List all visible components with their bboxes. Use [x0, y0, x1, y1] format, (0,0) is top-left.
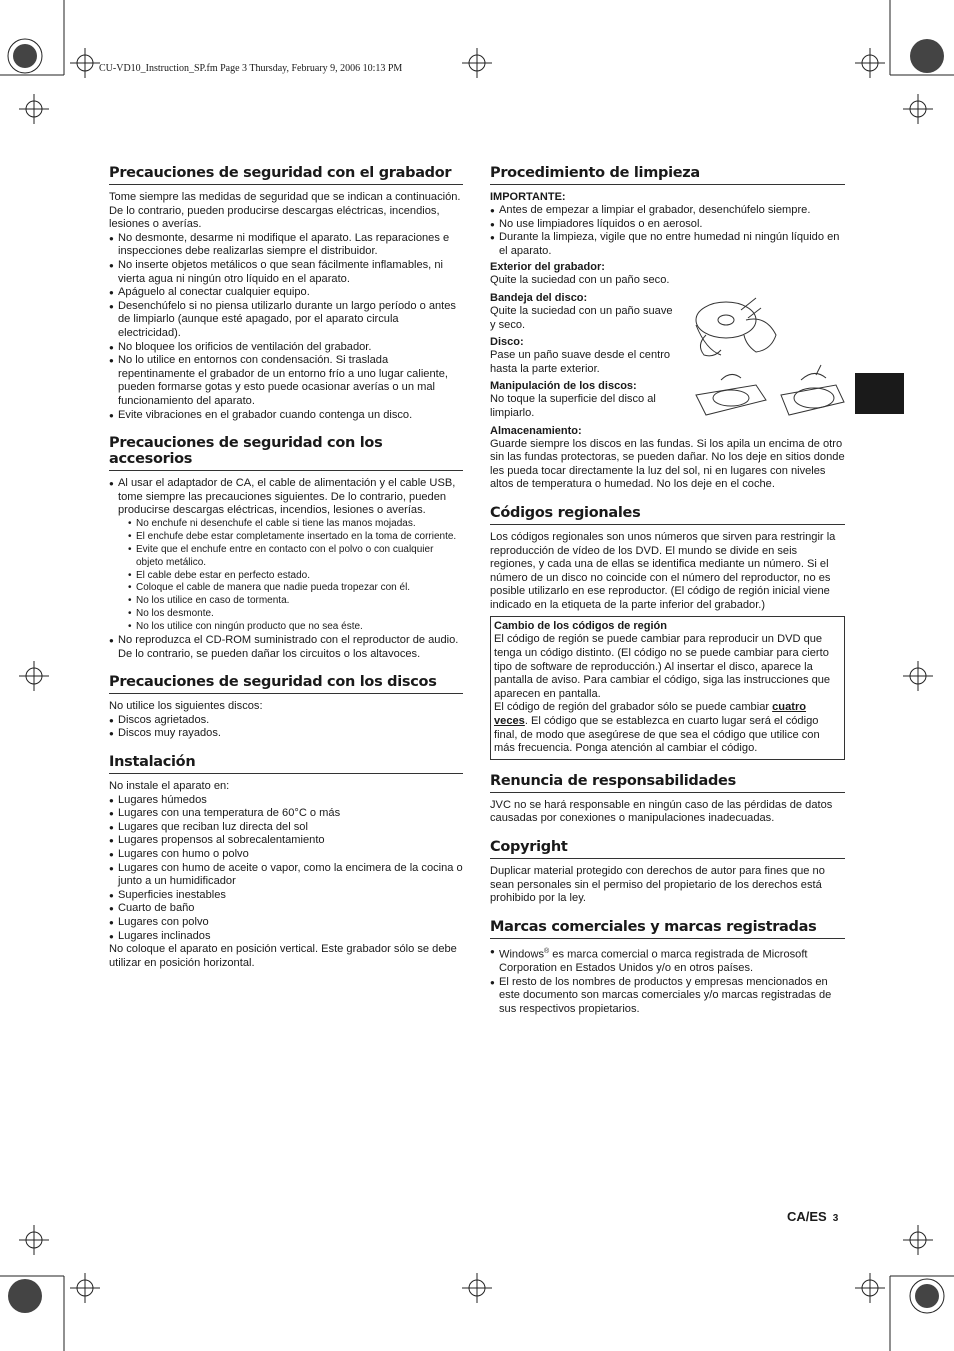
bullet-list	[109, 714, 463, 741]
box-text-part: . El código que se establezca en cuarto lugar será el código final, de modo que asegúrese de que sea el código que utilice con más frecuencia. Ponga atención al cambiar el código.	[494, 715, 820, 755]
section-intro: Tome siempre las medidas de seguridad que se indican a continuación. De lo contrario, pueden producirse descargas eléctricas, incendios, lesiones o averías.	[109, 191, 461, 231]
sub-list	[127, 518, 463, 634]
list-item-text: Al usar el adaptador de CA, el cable de alimentación y el cable USB, tome siempre las precauciones siguientes. De lo contrario, pueden producirse descargas eléctricas, incendios, lesiones o averías.	[118, 477, 456, 517]
section-title: Copyright	[490, 839, 845, 859]
emphasis-four-times: cuatro veces	[494, 701, 807, 728]
sub-list-item: • No los utilice en caso de tormenta.	[127, 595, 463, 608]
sub-list-item: • No enchufe ni desenchufe el cable si tiene las manos mojadas.	[127, 518, 463, 531]
section-title: Precauciones de seguridad con el grabador	[109, 165, 463, 185]
section-recorder-safety	[109, 165, 463, 422]
list-item: ● Superficies inestables	[109, 889, 463, 903]
section-title: Instalación	[109, 754, 463, 774]
list-item: ● Lugares que reciban luz directa del sol	[109, 821, 463, 835]
bullet-list	[109, 794, 463, 944]
sub-list-item: • El enchufe debe estar completamente insertado en la toma de corriente.	[127, 531, 463, 544]
registered-mark: ®	[544, 947, 550, 955]
list-item: ● Lugares inclinados	[109, 930, 463, 944]
list-item	[490, 945, 845, 976]
storage-text: Guarde siempre los discos en las fundas. Si los apila un encima de otro sin las fundas protectoras, se pueden dañar. No los deje en sitios donde les pueda tocar directamente la luz del sol, ni en lugares con niveles altos de temperatura o humedad. No los deje en el coche.	[490, 437, 845, 491]
list-item: ● Lugares con humo o polvo	[109, 848, 463, 862]
list-item: ● Lugares propensos al sobrecalentamiento	[109, 834, 463, 848]
list-item	[109, 477, 463, 634]
section-title: Precauciones de seguridad con los discos	[109, 674, 463, 694]
block-label: Bandeja del disco:	[490, 291, 588, 304]
section-title: Procedimiento de limpieza	[490, 165, 845, 185]
section-text: Los códigos regionales son unos números que sirven para restringir la reproducción de vídeo de los DVD. El mundo se divide en seis regiones, y cada una de ellas se identifica mediante un número. Si el número de un disco no coincide con el número del reproductor, no es posible utilizarlo en ese reproductor. (El código de región inicial viene indicado en la etiqueta de la parte inferior del grabador.)	[490, 530, 836, 611]
language-code: CA/ES	[787, 1209, 827, 1224]
storage-label: Almacenamiento:	[490, 424, 582, 437]
block-text: Quite la suciedad con un paño seco.	[490, 274, 670, 287]
section-accessories-safety	[109, 435, 463, 661]
list-item: ● Cuarto de baño	[109, 902, 463, 916]
list-item: ● Desenchúfelo si no piensa utilizarlo durante un largo período o antes de limpiarlo (aunque esté apagado, por el aparato circula electricidad).	[109, 300, 463, 341]
sub-list-item: • El cable debe estar en perfecto estado.	[127, 570, 463, 583]
block-text: Pase un paño suave desde el centro hasta la parte exterior.	[490, 349, 671, 375]
section-copyright	[490, 839, 845, 906]
file-header: CU-VD10_Instruction_SP.fm Page 3 Thursday, February 9, 2006 10:13 PM	[99, 63, 403, 74]
list-item: ● Lugares húmedos	[109, 794, 463, 808]
list-item: ● Evite vibraciones en el grabador cuando contenga un disco.	[109, 409, 463, 423]
block-label: Exterior del grabador:	[490, 261, 605, 274]
list-item: ● No desmonte, desarme ni modifique el aparato. Las reparaciones e inspecciones debe realizarlas siempre el distribuidor.	[109, 232, 463, 259]
sub-list-item: • Coloque el cable de manera que nadie pueda tropezar con él.	[127, 582, 463, 595]
cleaning-handling	[490, 380, 675, 420]
section-region-codes	[490, 505, 845, 760]
section-title: Códigos regionales	[490, 505, 845, 525]
page-footer	[787, 1209, 838, 1224]
section-title: Renuncia de responsabilidades	[490, 773, 845, 793]
bullet-list	[490, 204, 845, 258]
bullet-list	[109, 477, 463, 661]
list-item: ● No inserte objetos metálicos o que sean fácilmente inflamables, ni vierta agua ni ningún otro líquido en el aparato.	[109, 259, 463, 286]
section-trademarks	[490, 919, 845, 1017]
cleaning-disc	[490, 336, 675, 376]
list-item: ● Antes de empezar a limpiar el grabador, desenchúfelo siempre.	[490, 204, 845, 218]
list-item: ● No use limpiadores líquidos o en aerosol.	[490, 218, 845, 232]
left-column	[109, 165, 463, 983]
list-item: ● Discos muy rayados.	[109, 727, 463, 741]
section-text: JVC no se hará responsable en ningún caso de las pérdidas de datos causadas por conexiones o manipulaciones inadecuadas.	[490, 798, 833, 825]
cleaning-illustration	[686, 290, 846, 435]
sub-list-item: • No los desmonte.	[127, 608, 463, 621]
cleaning-tray	[490, 292, 675, 332]
sub-list-item: • No los utilice con ningún producto que no sea éste.	[127, 621, 463, 634]
section-text: Duplicar material protegido con derechos de autor para fines que no sean personales sin el permiso del propietario de los derechos está prohibido por la ley.	[490, 865, 825, 905]
region-change-box	[490, 616, 845, 759]
page-number: 3	[832, 1213, 839, 1224]
box-text-part: El código de región del grabador sólo se puede cambiar	[494, 701, 773, 714]
list-item: ● Discos agrietados.	[109, 714, 463, 728]
list-item: ● No reproduzca el CD-ROM suministrado con el reproductor de audio. De lo contrario, se pueden dañar los circuitos o los altavoces.	[109, 634, 463, 661]
bullet-list	[490, 945, 845, 1017]
cleaning-exterior	[490, 261, 675, 288]
section-installation	[109, 754, 463, 970]
list-item: ● No lo utilice en entornos con condensación. Si traslada repentinamente el grabador de un entorno frío a uno lugar caliente, pueden formarse gotas y esto puede ocasionar averías o un mal funcionamiento del aparato.	[109, 354, 463, 408]
section-tab	[855, 373, 904, 414]
list-item: ● No bloquee los orificios de ventilación del grabador.	[109, 341, 463, 355]
box-text-2	[494, 701, 840, 755]
important-label: IMPORTANTE:	[490, 191, 566, 203]
section-title: Precauciones de seguridad con los accesorios	[109, 435, 463, 471]
block-label: Disco:	[490, 336, 524, 349]
section-note: No coloque el aparato en posición vertical. Este grabador sólo se debe utilizar en posición horizontal.	[109, 943, 457, 969]
box-text: El código de región se puede cambiar para reproducir un DVD que tenga un código distinto. (El código no se puede cambiar para cierto tipo de software de reproducción.) Al insertar el disco, aparece la pantalla de aviso. Para cambiar el código, siga las instrucciones que aparecen en pantalla.	[494, 633, 831, 700]
box-title: Cambio de los códigos de región	[494, 620, 667, 633]
block-text: No toque la superficie del disco al limpiarlo.	[490, 393, 656, 419]
section-intro: No instale el aparato en:	[109, 780, 230, 792]
section-disclaimer	[490, 773, 845, 826]
list-item: ● El resto de los nombres de productos y empresas mencionados en este documento son marcas comerciales y/o marcas registradas de sus respectivos propietarios.	[490, 976, 845, 1017]
block-text: Quite la suciedad con un paño suave y seco.	[490, 304, 673, 331]
section-intro: No utilice los siguientes discos:	[109, 700, 263, 713]
list-item: ● Apáguelo al conectar cualquier equipo.	[109, 286, 463, 300]
list-item: ● Lugares con humo de aceite o vapor, como la encimera de la cocina o junto a un humidificador	[109, 862, 463, 889]
section-disc-safety	[109, 674, 463, 741]
bullet-list	[109, 232, 463, 422]
list-item: ● Lugares con polvo	[109, 916, 463, 930]
block-label: Manipulación de los discos:	[490, 380, 637, 393]
list-item: ● Durante la limpieza, vigile que no entre humedad ni ningún líquido en el aparato.	[490, 231, 845, 258]
section-title: Marcas comerciales y marcas registradas	[490, 919, 845, 939]
list-item-text: es marca comercial o marca registrada de Microsoft Corporation en Estados Unidos y/o en otros países.	[499, 948, 808, 975]
list-item: ● Lugares con una temperatura de 60°C o más	[109, 807, 463, 821]
trademark-name: Windows	[499, 948, 545, 961]
sub-list-item: • Evite que el enchufe entre en contacto con el polvo o con cualquier objeto metálico.	[127, 544, 463, 570]
